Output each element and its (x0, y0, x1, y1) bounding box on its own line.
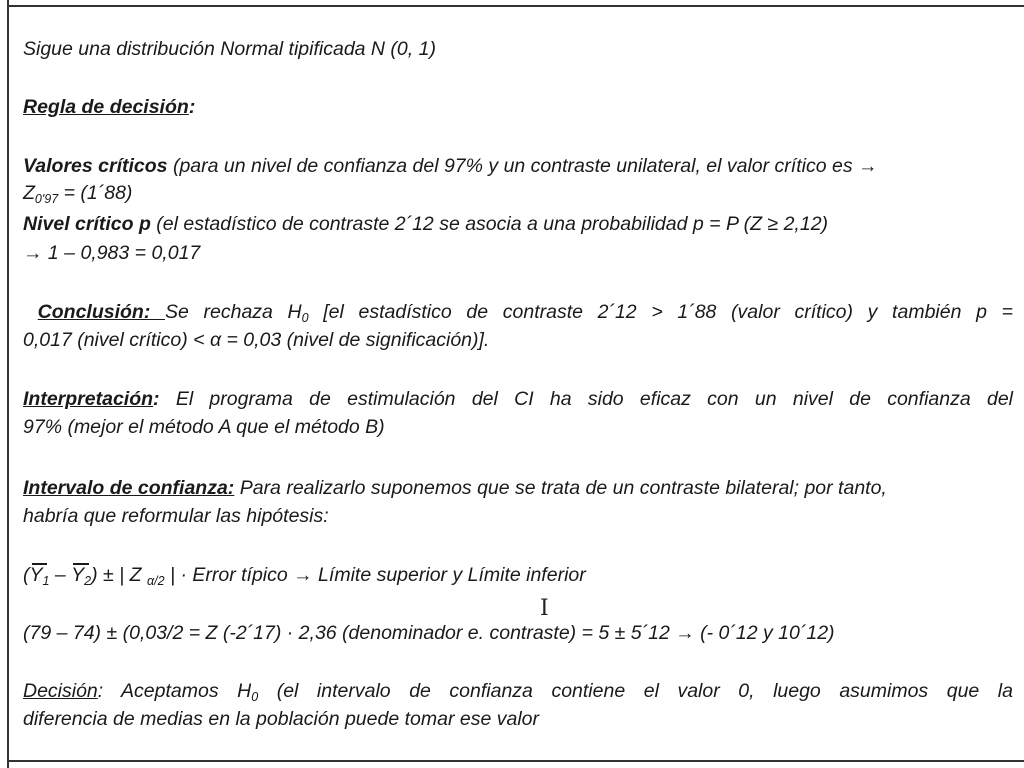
confidence-interval-line-1 (23, 475, 1013, 502)
formula-pm: ± | Z (97, 564, 147, 586)
formula-open: ( (23, 564, 30, 586)
conclusion-text-c: 0,017 (nivel crítico) < α = 0,03 (nivel de significación)]. (23, 329, 490, 351)
decision-label: Decisión (23, 680, 98, 702)
text-cursor-icon: I (540, 596, 549, 621)
conclusion-text-b: [el estadístico de contraste 2´12 > 1´88 (valor crítico) y también p = (308, 301, 1013, 323)
calculation-text-a: (79 – 74) ± (0,03/2 = Z (-2´17) · 2,36 (denominador e. contraste) = 5 ± 5´12 (23, 622, 676, 644)
critical-values-label: Valores críticos (23, 155, 168, 177)
z-symbol: Z (23, 182, 35, 204)
interpretation-line-2 (23, 414, 1013, 441)
interpretation-label: Interpretación (23, 388, 154, 410)
formula-tail: Límite superior y Límite inferior (312, 564, 586, 586)
interpretation-text-b: 97% (mejor el método A que el método B) (23, 416, 385, 438)
frame-left-border (7, 0, 9, 768)
confidence-interval-label: Intervalo de confianza: (23, 477, 235, 499)
decision-rule-heading (23, 94, 1013, 121)
alpha-subscript: α/2 (146, 574, 165, 588)
interpretation-line-1 (23, 386, 1013, 413)
interval-formula-line (23, 562, 1013, 595)
interpretation-text-a: El programa de estimulación del CI ha sido eficaz con un nivel de confianza del (159, 388, 1013, 410)
distribution-line (23, 36, 1013, 63)
critical-level-result: 1 – 0,983 = 0,017 (42, 242, 201, 264)
formula-close: ) (91, 564, 98, 586)
decision-rule-colon: : (188, 96, 196, 118)
decision-line-2 (23, 706, 1013, 733)
calculation-text-b: (- 0´12 y 10´12) (694, 622, 835, 644)
critical-level-text: (el estadístico de contraste 2´12 se asocia a una probabilidad p = P (Z ≥ 2,12) (150, 213, 829, 235)
confidence-interval-text-b: habría que reformular las hipótesis: (23, 505, 329, 527)
interpretation-colon: : (153, 388, 160, 410)
critical-value-result-line (23, 180, 1013, 213)
distribution-text: Sigue una distribución Normal tipificada N (0, 1) (23, 38, 436, 60)
y1-bar-symbol: $Y_1$ (30, 562, 50, 595)
calculation-line (23, 620, 1013, 647)
frame-top-border (7, 5, 1024, 7)
arrow-right-icon: → (23, 242, 43, 264)
critical-level-result-line (23, 240, 1013, 267)
decision-text-c: diferencia de medias en la población puede tomar ese valor (23, 708, 539, 730)
formula-minus: – (49, 564, 72, 586)
h0-subscript: 0 (301, 311, 309, 325)
critical-values-line (23, 153, 1013, 180)
y2-bar-symbol: $Y_2$ (71, 562, 91, 595)
confidence-interval-text-a: Para realizarlo suponemos que se trata de un contraste bilateral; por tanto, (234, 477, 887, 499)
confidence-interval-line-2 (23, 503, 1013, 530)
critical-values-text: (para un nivel de confianza del 97% y un contraste unilateral, el valor crítico es (167, 155, 858, 177)
h0-subscript: 0 (251, 690, 259, 704)
critical-value-result: = (1´88) (58, 182, 133, 204)
critical-level-line (23, 211, 1013, 238)
critical-level-label: Nivel crítico p (23, 213, 151, 235)
decision-text-b: (el intervalo de confianza contiene el valor 0, luego asumimos que la (258, 680, 1013, 702)
z-subscript: 0'97 (34, 192, 59, 206)
arrow-right-icon: → (675, 622, 695, 644)
arrow-right-icon: → (858, 155, 878, 177)
conclusion-label: Conclusión: (37, 301, 165, 323)
conclusion-text-a: Se rechaza H (165, 301, 302, 323)
arrow-right-icon: → (293, 564, 313, 586)
decision-rule-label: Regla de decisión (23, 96, 189, 118)
decision-text-a: : Aceptamos H (97, 680, 252, 702)
frame-bottom-border (7, 760, 1024, 762)
formula-rest: | · Error típico (164, 564, 294, 586)
conclusion-line-2 (23, 327, 1013, 354)
